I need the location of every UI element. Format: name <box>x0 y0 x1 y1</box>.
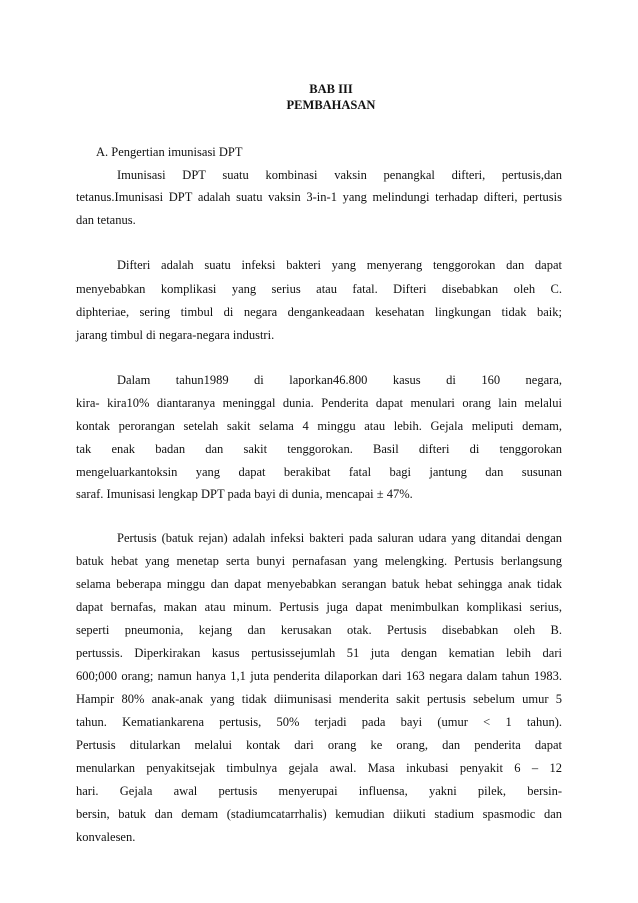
paragraph-2-line-3: diphteriae, sering timbul di negara dengankeadaan kesehatan lingkungan tidak baik; <box>76 305 562 319</box>
paragraph-3-line-1: Dalam tahun1989 di laporkan46.800 kasus di 160 negara, <box>117 373 562 387</box>
paragraph-2-line-2: menyebabkan komplikasi yang serius atau fatal. Difteri disebabkan oleh C. <box>76 282 562 296</box>
paragraph-4-line-13: bersin, batuk dan demam (stadiumcatarrhalis) kemudian diikuti stadium spasmodic dan <box>76 807 562 821</box>
paragraph-4-line-14: konvalesen. <box>76 830 136 844</box>
paragraph-4-line-7: 600;000 orang; namun hanya 1,1 juta penderita dilaporkan dari 163 negara dalam tahun 1983. <box>76 669 562 683</box>
chapter-title: PEMBAHASAN <box>286 98 376 112</box>
paragraph-4-line-11: menularkan penyakitsejak timbulnya gejala awal. Masa inkubasi penyakit 6 – 12 <box>76 761 562 775</box>
paragraph-2-line-1: Difteri adalah suatu infeksi bakteri yang menyerang tenggorokan dan dapat <box>117 258 562 272</box>
paragraph-4-line-5: seperti pneumonia, kejang dan kerusakan otak. Pertusis disebabkan oleh B. <box>76 623 562 637</box>
paragraph-4-line-6: pertussis. Diperkirakan kasus pertusissejumlah 51 juta dengan kematian lebih dari <box>76 646 562 660</box>
chapter-label: BAB III <box>309 82 353 96</box>
paragraph-4-line-4: dapat bernafas, makan atau minum. Pertusis juga dapat menimbulkan komplikasi serius, <box>76 600 562 614</box>
paragraph-1-line-3: dan tetanus. <box>76 213 136 227</box>
paragraph-3-line-4: tak enak badan dan sakit tenggorokan. Basil difteri di tenggorokan <box>76 442 562 456</box>
section-heading: A. Pengertian imunisasi DPT <box>96 145 243 159</box>
paragraph-3-line-6: saraf. Imunisasi lengkap DPT pada bayi di dunia, mencapai ± 47%. <box>76 487 413 501</box>
paragraph-4-line-1: Pertusis (batuk rejan) adalah infeksi bakteri pada saluran udara yang ditandai dengan <box>117 531 562 545</box>
paragraph-1-line-1: Imunisasi DPT suatu kombinasi vaksin penangkal difteri, pertusis,dan <box>117 168 562 182</box>
paragraph-4-line-3: selama beberapa minggu dan dapat menyebabkan serangan batuk hebat sehingga anak tidak <box>76 577 562 591</box>
paragraph-3-line-5: mengeluarkantoksin yang dapat berakibat fatal bagi jantung dan susunan <box>76 465 562 479</box>
paragraph-4-line-12: hari. Gejala awal pertusis menyerupai influensa, yakni pilek, bersin- <box>76 784 562 798</box>
paragraph-4-line-9: tahun. Kematiankarena pertusis, 50% terjadi pada bayi (umur < 1 tahun). <box>76 715 562 729</box>
paragraph-4-line-10: Pertusis ditularkan melalui kontak dari orang ke orang, dan penderita dapat <box>76 738 562 752</box>
paragraph-2-line-4: jarang timbul di negara-negara industri. <box>76 328 275 342</box>
paragraph-4-line-8: Hampir 80% anak-anak yang tidak diimunisasi menderita sakit pertusis sebelum umur 5 <box>76 692 562 706</box>
paragraph-4-line-2: batuk hebat yang menetap serta bunyi pernafasan yang melengking. Pertusis berlangsung <box>76 554 562 568</box>
paragraph-1-line-2: tetanus.Imunisasi DPT adalah suatu vaksin 3-in-1 yang melindungi terhadap difteri, pertusis <box>76 190 562 204</box>
paragraph-3-line-3: kontak perorangan setelah sakit selama 4 minggu atau lebih. Gejala meliputi demam, <box>76 419 562 433</box>
paragraph-3-line-2: kira- kira10% diantaranya meninggal dunia. Penderita dapat menulari orang lain melalui <box>76 396 562 410</box>
